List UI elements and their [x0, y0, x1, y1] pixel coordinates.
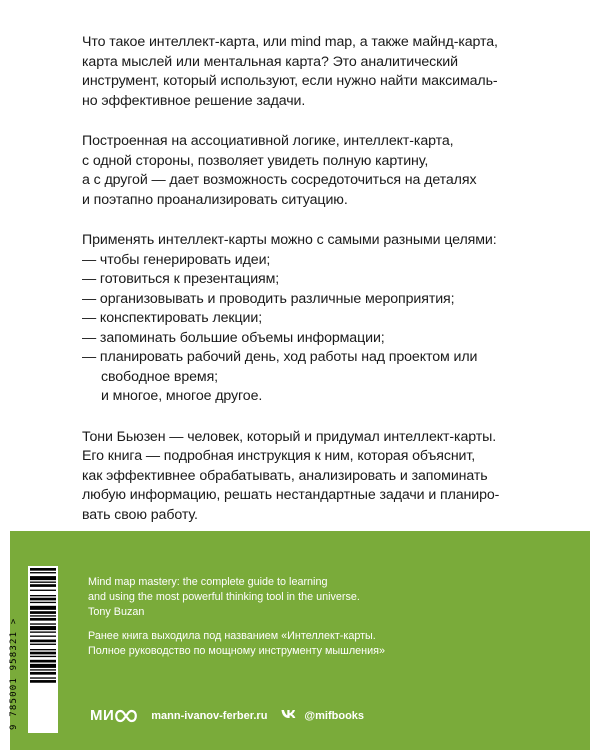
vk-icon[interactable]	[281, 709, 297, 722]
list-item-continuation: свободное время; и многое, многое другое.	[101, 368, 263, 404]
paragraph-uses	[82, 231, 532, 407]
barcode-bars	[28, 566, 58, 733]
website-link[interactable]: mann-ivanov-ferber.ru	[151, 709, 268, 722]
isbn-barcode	[28, 566, 58, 733]
green-panel	[10, 531, 590, 750]
list-item: — готовиться к презентациям;	[82, 271, 280, 287]
previous-title-note: Ранее книга выходила под названием «Интеллект-карты. Полное руководство по мощному инструменту мышления»	[88, 630, 385, 657]
uses-intro: Применять интеллект-карты можно с самыми разными целями:	[82, 232, 497, 248]
isbn-number: 9 785001 958321 >	[9, 617, 19, 730]
list-item: — запоминать большие объемы информации;	[82, 329, 385, 346]
paragraph-definition: Что такое интеллект-карта, или mind map, а также майнд-карта, карта мыслей или ментальная карта? Это аналитический инструмент, который используют, если нужно найти максималь- но эффективное решение задачи.	[82, 34, 498, 109]
list-item: — конспектировать лекции;	[82, 310, 263, 326]
infinity-logo-icon	[115, 709, 137, 723]
description-block	[82, 33, 532, 546]
list-item: — организовывать и проводить различные мероприятия;	[82, 290, 455, 307]
list-item: — чтобы генерировать идеи;	[82, 251, 271, 268]
paragraph-logic: Построенная на ассоциативной логике, интеллект-карта, с одной стороны, позволяет увидеть полную картину, а с другой — дает возможность сосредоточиться на деталях и поэтапно проанализировать ситуацию.	[82, 133, 477, 208]
publisher-footer	[90, 707, 364, 724]
uses-list	[82, 251, 532, 407]
paragraph-author: Тони Бьюзен — человек, который и придумал интеллект-карты. Его книга — подробная инструкция к ним, которая объяснит, как эффективнее обрабатывать, анализировать и запоминать любую информацию, решать нестандартные задачи и планиро- вать свою работу.	[82, 428, 500, 523]
list-item: — планировать рабочий день, ход работы над проектом или	[82, 349, 478, 365]
social-handle[interactable]: @mifbooks	[304, 709, 365, 722]
publisher-logo: МИ	[90, 707, 137, 724]
english-blurb: Mind map mastery: the complete guide to learning and using the most powerful thinking tool in the universe. Tony Buzan	[88, 576, 360, 618]
